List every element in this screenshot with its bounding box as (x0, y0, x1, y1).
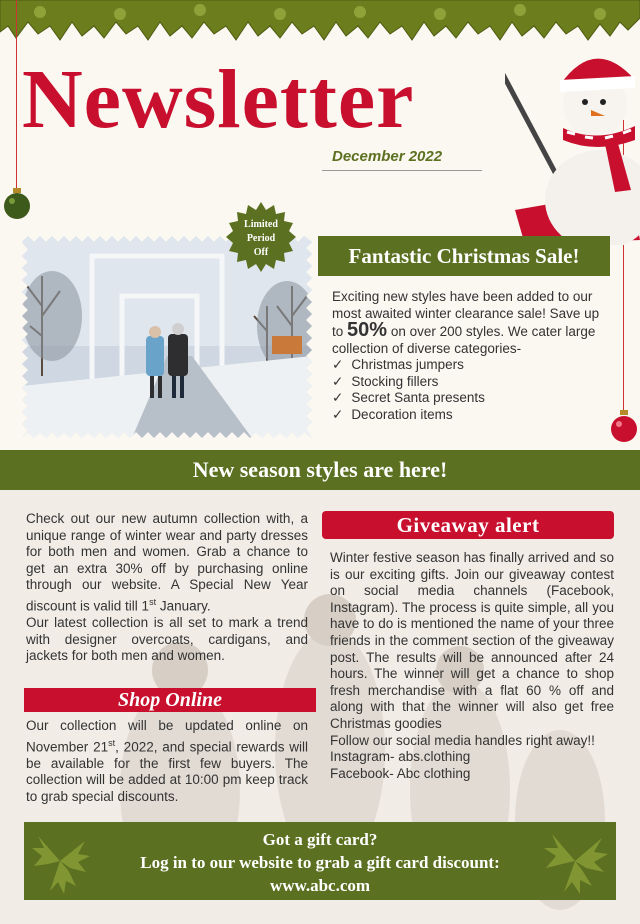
footer-subtext: Log in to our website to grab a gift card discount: (140, 853, 500, 872)
list-item: ✓ Decoration items (332, 407, 614, 424)
collection-paragraph-1: Check out our new autumn collection with, a unique range of winter wear and party dresses for both men and women. Grab a chance to get an extra 30% off by purchasing online through our website. A Special New Year discount is valid till 1st January. (26, 511, 308, 614)
instagram-handle: Instagram- abs.clothing (330, 749, 471, 765)
sale-description: Exciting new styles have been added to our most awaited winter clearance sale! Save up to 50% on over 200 styles. We cater large collection of diverse categories- ✓ Christmas jumpers ✓ Stocking fillers ✓ Secret Santa presents ✓ Decoration items (332, 289, 614, 423)
sale-banner: Fantastic Christmas Sale! (318, 236, 610, 276)
red-ornament-icon (610, 408, 638, 444)
facebook-handle: Facebook- Abc clothing (330, 765, 471, 781)
discount-value: 50% (347, 319, 388, 341)
footer-heading: Got a gift card? (262, 830, 378, 849)
list-item: ✓ Stocking fillers (332, 374, 614, 391)
badge-text: Limited Period Off (244, 219, 278, 258)
holly-leaf-left-icon (30, 826, 92, 896)
giveaway-paragraph: Winter festive season has finally arrived and so is our exciting gifts. Join our giveaway contest on social media channels (Facebook, Instagram). The process is quite simple, all you have to do is mentioned the name of your three friends in the comment section of the giveaway post. The results will be announced after 24 hours. The winner will get a chance to shop fresh merchandise with a flat 60 % off and along with that the winner will also get free Christmas goodies (330, 550, 614, 731)
list-item: ✓ Christmas jumpers (332, 357, 614, 374)
snowman-illustration (505, 40, 640, 245)
giveaway-text (330, 550, 614, 782)
shop-online-text: Our collection will be updated online on November 21st, 2022, and special rewards will be available for the first few buyers. The collection will be added at 10:00 pm keep track to grab special discounts. (26, 718, 308, 804)
newsletter-date: December 2022 (332, 148, 443, 165)
newsletter-title: Newsletter (22, 53, 415, 146)
website-link[interactable]: www.abc.com (269, 876, 371, 895)
ornament-string-left (16, 0, 17, 190)
sale-category-list (332, 357, 614, 423)
holly-leaf-right-icon (540, 826, 610, 896)
green-ornament-icon (3, 186, 31, 220)
giveaway-banner: Giveaway alert (322, 511, 614, 539)
new-season-band: New season styles are here! (0, 450, 640, 490)
date-underline (322, 170, 482, 171)
follow-text: Follow our social media handles right away!! (330, 732, 595, 748)
list-item: ✓ Secret Santa presents (332, 390, 614, 407)
gift-card-footer (24, 822, 616, 900)
new-collection-text (26, 511, 308, 665)
shop-online-banner: Shop Online (24, 688, 316, 712)
collection-paragraph-2: Our latest collection is all set to mark a trend with designer overcoats, cardigans, and jackets for both men and women. (26, 615, 308, 664)
